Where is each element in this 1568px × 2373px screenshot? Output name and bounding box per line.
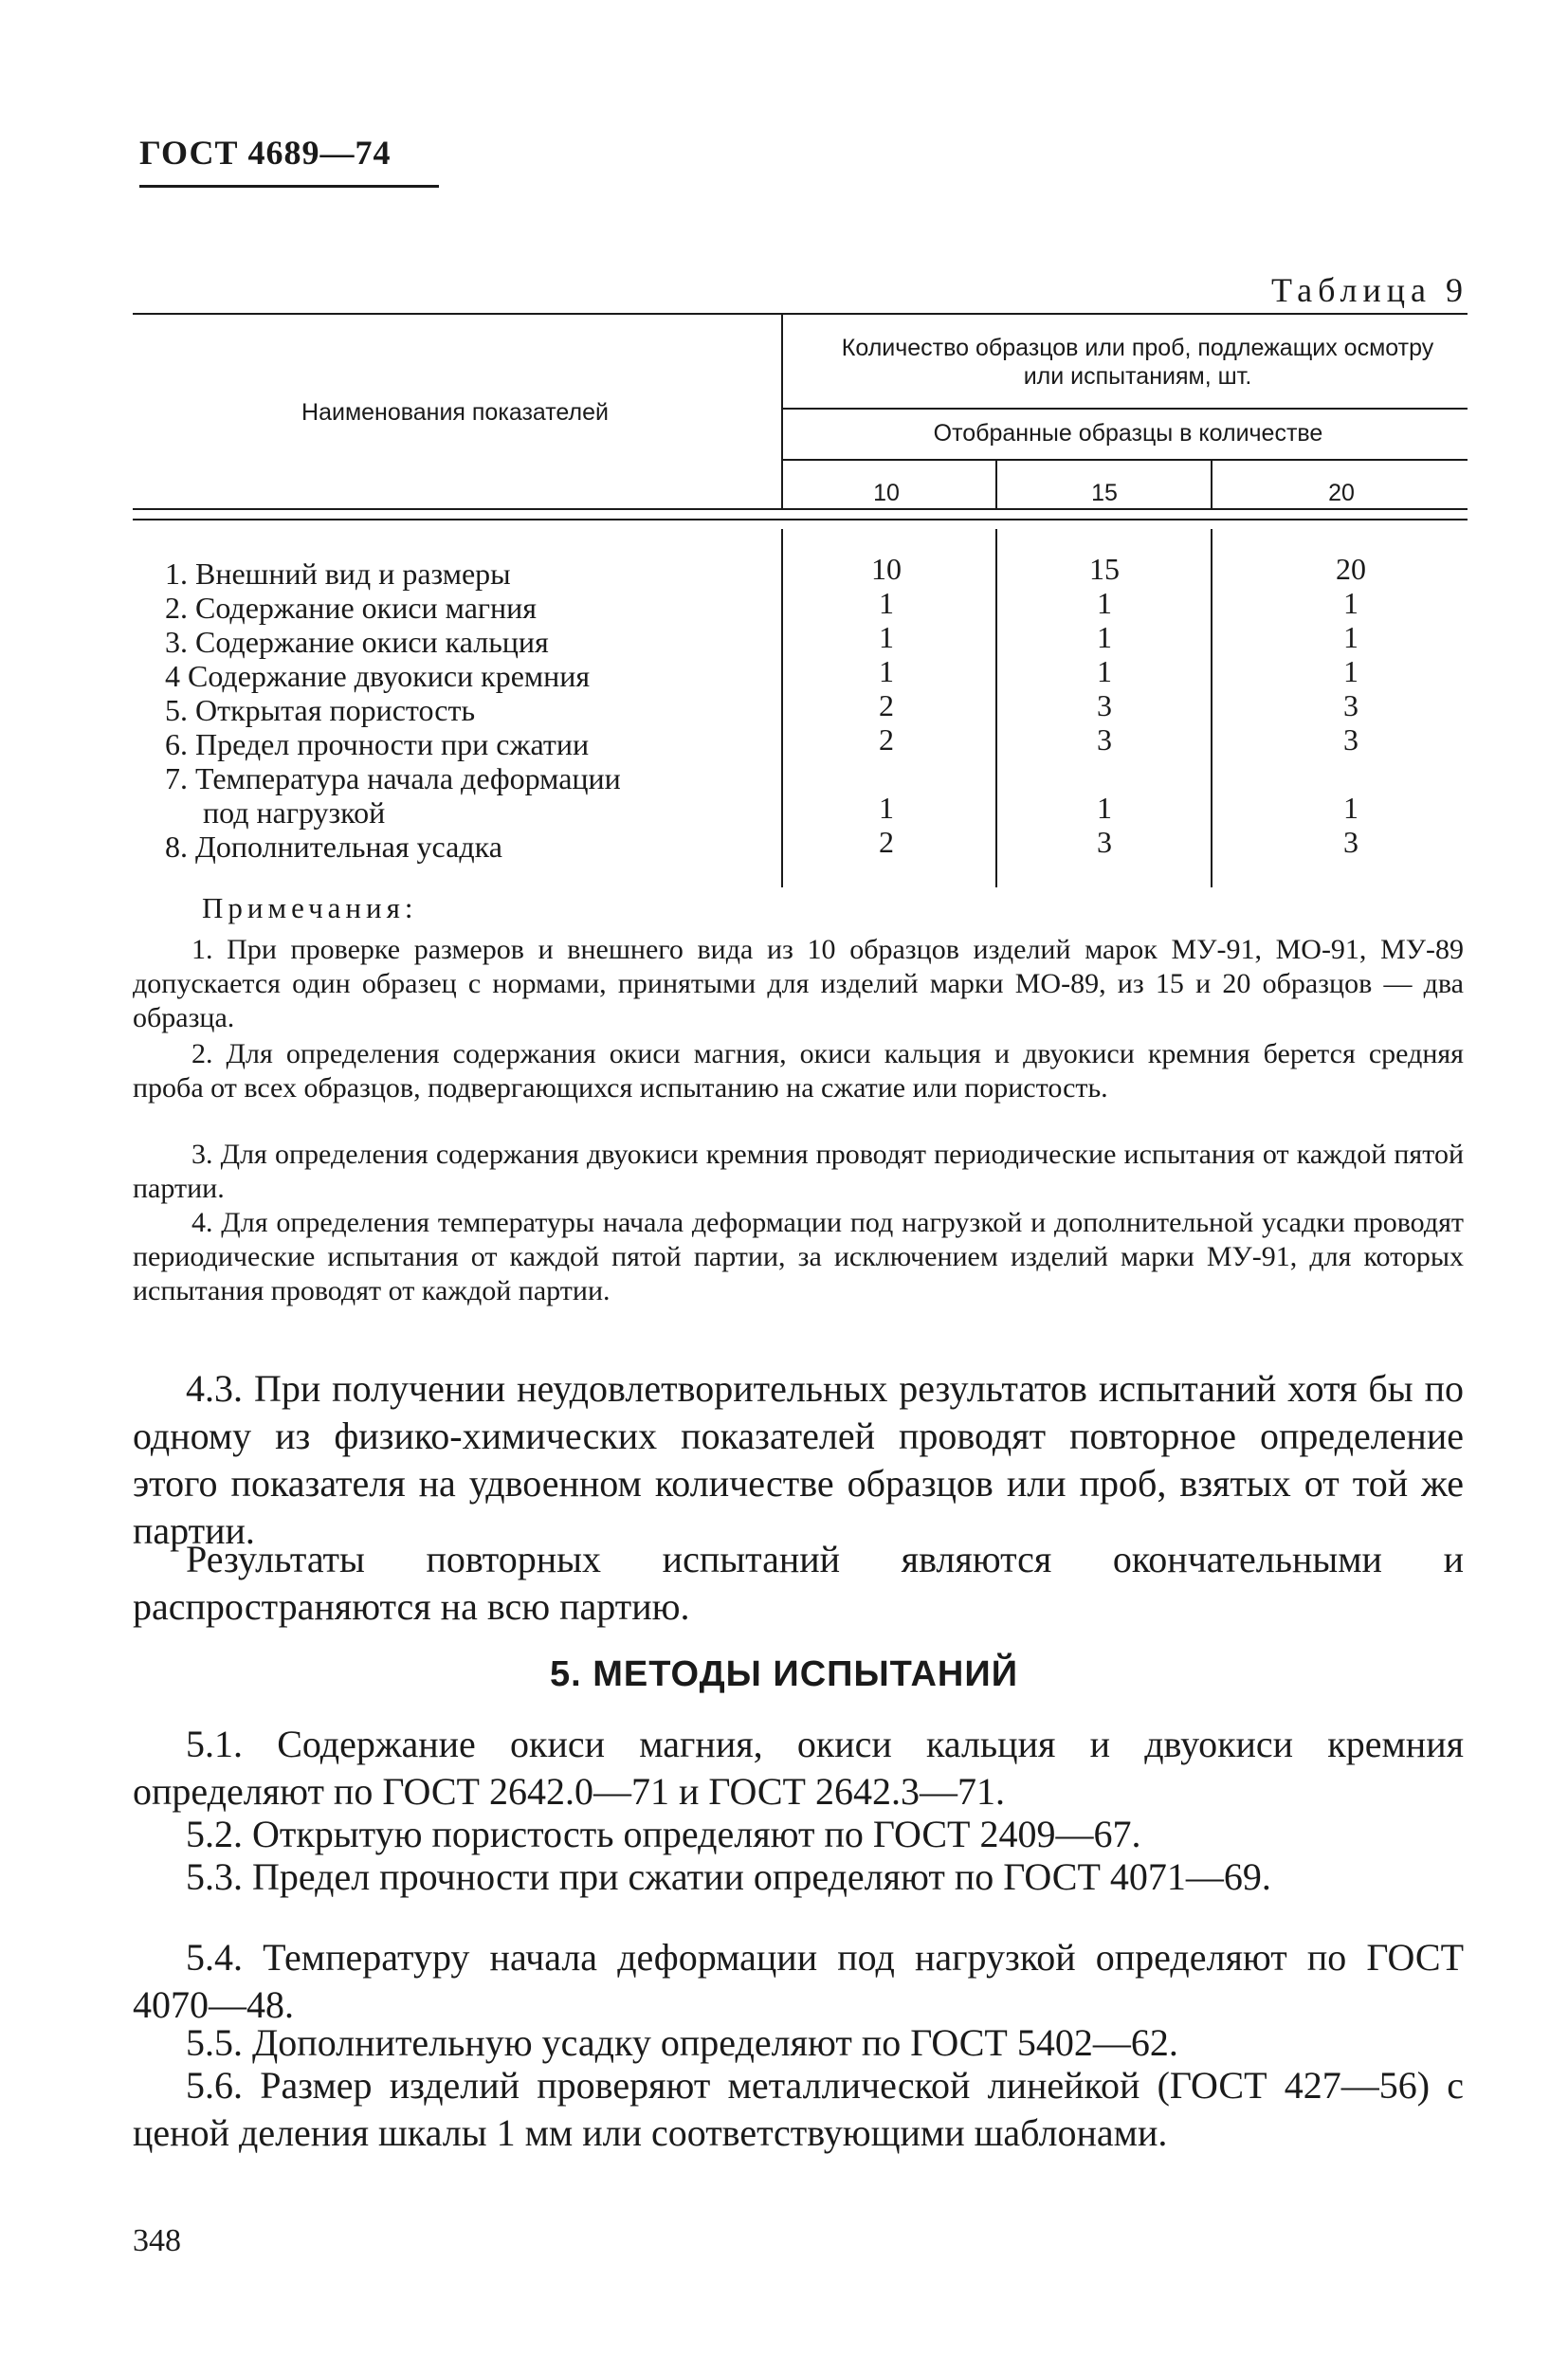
method-item: 5.4. Температуру начала деформации под нагрузкой определяют по ГОСТ 4070—48.: [133, 1936, 1464, 2026]
note-item: 1. При проверке размеров и внешнего вида из 10 образцов изделий марок МУ-91, МО-91, МУ-89 допускается один образец с нормами, принятыми для изделий марки МО-89, из 15 и 20 образцов — два образца.: [133, 934, 1464, 1033]
notes-title: Примечания:: [202, 891, 418, 924]
table-cell: 3: [1097, 825, 1112, 859]
table-cell: 1: [879, 654, 894, 688]
table-row-label: 2. Содержание окиси магния: [165, 591, 537, 625]
table-cell: 1: [1097, 620, 1112, 654]
subcol-20: 20: [1328, 480, 1355, 506]
table-cell: 2: [879, 688, 894, 722]
paragraph-4-3: 4.3. При получении неудовлетворительных результатов испытаний хотя бы по одному из физико-химических показателей проводят повторное определение этого показателя на удвоенном количестве образцов или проб, взятых от той же партии.: [133, 1367, 1464, 1552]
table-row-label: 6. Предел прочности при сжатии: [165, 727, 590, 761]
table-cell: 3: [1097, 722, 1112, 757]
method-item: 5.3. Предел прочности при сжатии определяют по ГОСТ 4071—69.: [186, 1855, 1271, 1898]
table-title: Таблица 9: [1271, 271, 1468, 309]
table-cell: 1: [879, 620, 894, 654]
table-cell: 3: [1343, 825, 1358, 859]
table-cell: 1: [1343, 586, 1358, 620]
table-cell: 1: [879, 791, 894, 825]
note-item: 2. Для определения содержания окиси магния, окиси кальция и двуокиси кремния берется средняя проба от всех образцов, подвергающихся испытанию на сжатие или пористость.: [133, 1038, 1464, 1104]
col-header-selected: Отобранные образцы в количестве: [933, 420, 1323, 447]
table-cell: 20: [1336, 552, 1366, 586]
table-cell: 3: [1097, 688, 1112, 722]
table-row-label: 5. Открытая пористость: [165, 693, 476, 727]
table-cell: 1: [879, 586, 894, 620]
note-item: 4. Для определения температуры начала деформации под нагрузкой и дополнительной усадки проводят периодические испытания от каждой пятой партии, за исключением изделий марки МУ-91, для которых испытания проводят от каждой партии.: [133, 1207, 1464, 1306]
table-divider: [1211, 461, 1212, 508]
table-rule: [783, 408, 1468, 410]
table-header-rule: [133, 508, 1468, 510]
table-cell: 3: [1343, 688, 1358, 722]
table-rule: [783, 459, 1468, 461]
table-row-label-cont: под нагрузкой: [203, 795, 386, 830]
method-item: 5.5. Дополнительную усадку определяют по ГОСТ 5402—62.: [186, 2021, 1178, 2064]
method-item: 5.2. Открытую пористость определяют по ГОСТ 2409—67.: [186, 1813, 1141, 1855]
table-cell: 1: [1097, 791, 1112, 825]
table-divider: [995, 461, 997, 508]
page-number: 348: [133, 2223, 181, 2258]
table-row-label: 8. Дополнительная усадка: [165, 830, 502, 864]
document-code: ГОСТ 4689—74: [139, 134, 392, 172]
note-item: 3. Для определения содержания двуокиси кремния проводят периодические испытания от каждой пятой партии.: [133, 1139, 1464, 1204]
table-row-label: 1. Внешний вид и размеры: [165, 557, 511, 591]
table-top-rule: [133, 313, 1468, 315]
subcol-10: 10: [873, 480, 900, 506]
table-cell: 3: [1343, 722, 1358, 757]
col-header-name: Наименования показателей: [301, 399, 609, 426]
table-divider: [781, 529, 783, 887]
table-cell: 1: [1097, 586, 1112, 620]
table-cell: 2: [879, 825, 894, 859]
table-cell: 15: [1089, 552, 1120, 586]
paragraph-4-3-result: Результаты повторных испытаний являются окончательными и распространяются на всю партию.: [133, 1538, 1464, 1628]
table-row-label: 3. Содержание окиси кальция: [165, 625, 549, 659]
table-cell: 1: [1343, 654, 1358, 688]
method-item: 5.1. Содержание окиси магния, окиси кальция и двуокиси кремния определяют по ГОСТ 2642.0—71 и ГОСТ 2642.3—71.: [133, 1723, 1464, 1813]
table-divider: [995, 529, 997, 887]
table-cell: 10: [871, 552, 902, 586]
table-cell: 2: [879, 722, 894, 757]
table-cell: 1: [1343, 620, 1358, 654]
method-item: 5.6. Размер изделий проверяют металлической линейкой (ГОСТ 427—56) с ценой деления шкалы 1 мм или соответствующими шаблонами.: [133, 2064, 1464, 2154]
section-heading: 5. МЕТОДЫ ИСПЫТАНИЙ: [550, 1654, 1018, 1694]
table-divider: [1211, 529, 1212, 887]
table-cell: 1: [1343, 791, 1358, 825]
table-divider: [781, 313, 783, 508]
table-row-label: 4 Содержание двуокиси кремния: [165, 659, 591, 693]
col-header-count: Количество образцов или проб, подлежащих осмотру или испытаниям, шт.: [841, 335, 1434, 390]
subcol-15: 15: [1091, 480, 1118, 506]
table-cell: 1: [1097, 654, 1112, 688]
header-rule: [139, 185, 439, 188]
table-row-label: 7. Температура начала деформации: [165, 761, 621, 795]
table-header-rule: [133, 519, 1468, 520]
